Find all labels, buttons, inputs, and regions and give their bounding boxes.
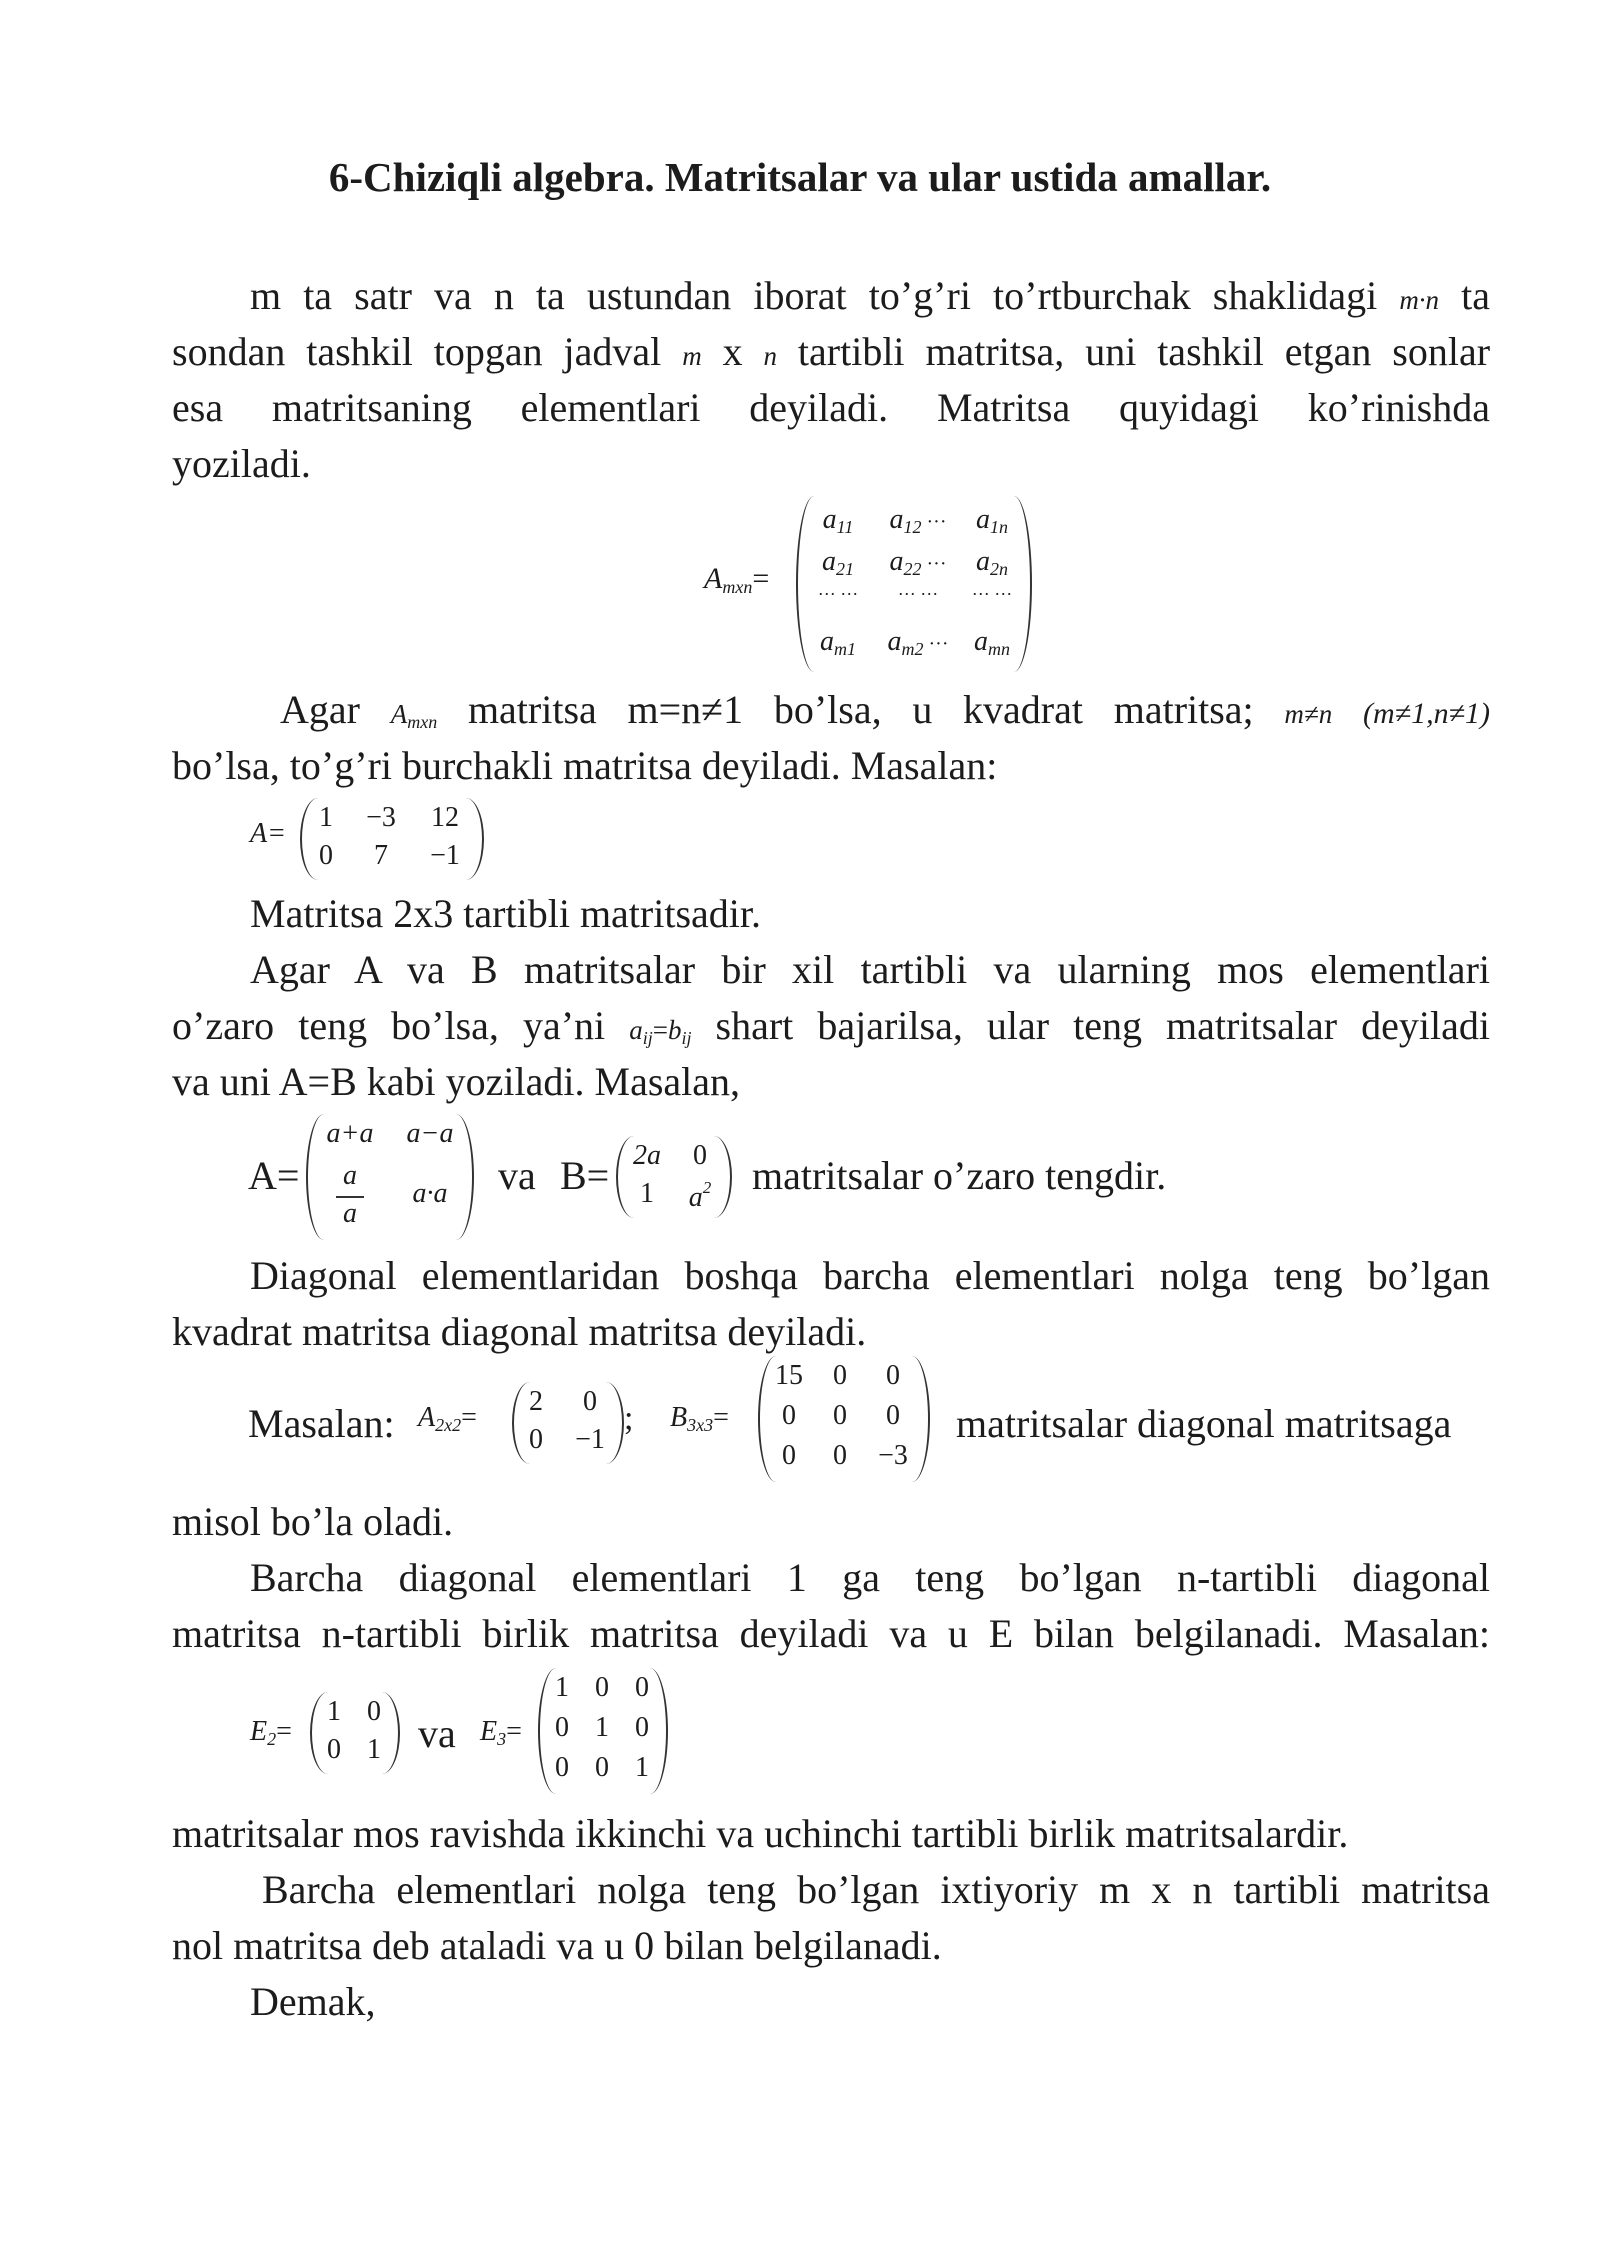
matrix-cell: 0 <box>886 1360 900 1391</box>
matrix-cell: $a_{1n}$ <box>976 504 1008 537</box>
p1-math-mn: m·n <box>1399 285 1440 315</box>
paragraph-9: Demak, <box>250 1979 376 2024</box>
page-title: 6-Chiziqli algebra. Matritsalar va ular ustida amallar. <box>328 154 1272 200</box>
equal-a-label: A= <box>248 1153 300 1198</box>
matrix-cell: 0 <box>555 1712 569 1743</box>
matrix-cell: 0 <box>833 1440 847 1471</box>
matrix-cell: 15 <box>775 1360 803 1391</box>
matrix-cell: 0 <box>833 1360 847 1391</box>
paragraph-1-line-2 <box>172 328 1490 380</box>
matrix-cell: 0 <box>782 1440 796 1471</box>
diag-tail: matritsalar diagonal matritsaga <box>956 1401 1452 1446</box>
paragraph-1-line-4: yoziladi. <box>172 441 311 486</box>
matrix-cell: −1 <box>575 1424 605 1455</box>
diag-b-matrix <box>758 1356 930 1482</box>
p1-text-a: m ta satr va n ta ustundan iborat to’g’ri to’rtburchak shaklidagi <box>250 273 1378 318</box>
matrix-cell: a·a <box>412 1178 448 1209</box>
matrix-cell: 12 <box>431 802 459 833</box>
matrix-cell: 0 <box>555 1752 569 1783</box>
paragraph-4-line-2: o’zaro teng bo’lsa, ya’ni $a_{ij}=b_{ij}$ shart bajarilsa, ular teng matritsalar deyiladi <box>172 1003 1491 1048</box>
example-a-matrix <box>300 798 484 880</box>
e3-label: $E_3=$ <box>480 1716 522 1749</box>
general-matrix <box>796 496 1032 672</box>
matrix-cell: ··· ··· <box>817 584 859 604</box>
matrix-cell: 0 <box>782 1400 796 1431</box>
matrix-cell: 2 <box>529 1386 543 1417</box>
matrix-cell: 0 <box>583 1386 597 1417</box>
paragraph-6-line-2: matritsa n-tartibli birlik matritsa deyiladi va u E bilan belgilanadi. Masalan: <box>172 1611 1490 1656</box>
paragraph-4-line-3: va uni A=B kabi yoziladi. Masalan, <box>172 1059 741 1104</box>
p1-math-n: n <box>763 341 777 371</box>
matrix-cell: 2a <box>633 1140 661 1171</box>
matrix-cell: 0 <box>693 1140 707 1171</box>
diag-sep: ; <box>624 1400 634 1437</box>
matrix-cell: 1 <box>640 1178 654 1209</box>
matrix-cell: 1 <box>595 1712 609 1743</box>
p1-text-b: ta <box>1461 273 1491 318</box>
equal-b-label: B= <box>560 1153 610 1198</box>
matrix-cell: 1 <box>319 802 333 833</box>
matrix-cell: $a_{2n}$ <box>976 546 1008 579</box>
diag-a-matrix <box>512 1382 624 1464</box>
matrix-cell: 0 <box>595 1752 609 1783</box>
diag-b-label: $B_{3x3}=$ <box>670 1402 729 1435</box>
e3-matrix <box>538 1668 668 1794</box>
matrix-cell: a+a <box>326 1118 374 1149</box>
matrix-cell: 7 <box>374 840 388 871</box>
equal-a-matrix <box>306 1114 474 1240</box>
matrix-cell: ··· ··· <box>897 584 939 604</box>
equal-va: va <box>498 1153 536 1198</box>
matrix-cell: −1 <box>430 840 460 871</box>
equal-tail: matritsalar o’zaro tengdir. <box>752 1153 1167 1198</box>
matrix-cell: $a_{22}$ ··· <box>889 546 947 579</box>
fraction-numerator: a <box>343 1160 357 1191</box>
matrix-cell: $a_{m1}$ <box>820 626 856 659</box>
matrix-cell: 0 <box>327 1734 341 1765</box>
matrix-cell: $a^2$ <box>688 1178 712 1213</box>
paragraph-7: matritsalar mos ravishda ikkinchi va uchinchi tartibli birlik matritsalardir. <box>172 1811 1349 1856</box>
matrix-cell: 0 <box>833 1400 847 1431</box>
paragraph-1-line-3: esa matritsaning elementlari deyiladi. Matritsa quyidagi ko’rinishda <box>172 385 1490 430</box>
diag-tail-2: misol bo’la oladi. <box>172 1499 454 1544</box>
e2-matrix <box>310 1692 400 1774</box>
fraction-denominator: a <box>343 1198 357 1229</box>
e2-label: $E_2=$ <box>250 1716 292 1749</box>
matrix-cell: $a_{mn}$ <box>974 626 1010 659</box>
matrix-cell: $a_{21}$ <box>822 546 854 579</box>
p1-l2-text-b: tartibli matritsa, uni tashkil etgan sonlar <box>797 329 1491 374</box>
p1-x: x <box>722 329 743 374</box>
paragraph-5-line-1: Diagonal elementlaridan boshqa barcha elementlari nolga teng bo’lgan <box>250 1253 1490 1298</box>
equal-b-matrix <box>616 1136 732 1218</box>
matrix-cell: ··· ··· <box>971 584 1013 604</box>
matrix-cell: −3 <box>366 802 396 833</box>
matrix-cell: 1 <box>555 1672 569 1703</box>
matrix-cell: 1 <box>367 1734 381 1765</box>
matrix-cell: 0 <box>595 1672 609 1703</box>
paragraph-2-line-1: Agar $A_{mxn}$ matritsa m=n≠1 bo’lsa, u kvadrat matritsa; m≠n (m≠1,n≠1) <box>280 687 1491 732</box>
paragraph-4-line-1: Agar A va B matritsalar bir xil tartibli va ularning mos elementlari <box>250 947 1490 992</box>
paragraph-3: Matritsa 2x3 tartibli matritsadir. <box>250 891 762 936</box>
unit-va: va <box>418 1711 456 1756</box>
matrix-cell: 0 <box>367 1696 381 1727</box>
matrix-cell: 1 <box>327 1696 341 1727</box>
general-matrix-label: $A_{mxn}=$ <box>704 562 770 597</box>
diag-prefix: Masalan: <box>248 1401 395 1446</box>
matrix-cell: $a_{12}$ ··· <box>889 504 947 537</box>
matrix-cell: $a_{m2}$ ··· <box>887 626 949 659</box>
paragraph-1-line-1 <box>250 272 1490 324</box>
matrix-cell: 1 <box>635 1752 649 1783</box>
matrix-cell: 0 <box>886 1400 900 1431</box>
matrix-cell: 0 <box>635 1672 649 1703</box>
matrix-cell: 0 <box>319 840 333 871</box>
p1-l2-text-a: sondan tashkil topgan jadval <box>172 329 662 374</box>
paragraph-8-line-2: nol matritsa deb ataladi va u 0 bilan belgilanadi. <box>172 1923 942 1968</box>
matrix-cell: −3 <box>878 1440 908 1471</box>
paragraph-6-line-1: Barcha diagonal elementlari 1 ga teng bo’lgan n-tartibli diagonal <box>250 1555 1490 1600</box>
paragraph-8-line-1: Barcha elementlari nolga teng bo’lgan ixtiyoriy m x n tartibli matritsa <box>262 1867 1490 1912</box>
matrix-cell: 0 <box>635 1712 649 1743</box>
paragraph-5-line-2: kvadrat matritsa diagonal matritsa deyiladi. <box>172 1309 867 1354</box>
matrix-cell: a−a <box>406 1118 454 1149</box>
matrix-cell: $a_{11}$ <box>822 504 854 537</box>
example-a-label: A= <box>250 818 286 849</box>
diag-a-label: $A_{2x2}=$ <box>418 1402 477 1435</box>
p1-math-m: m <box>682 341 702 371</box>
paragraph-2-line-2: bo’lsa, to’g’ri burchakli matritsa deyiladi. Masalan: <box>172 743 998 788</box>
matrix-cell: 0 <box>529 1424 543 1455</box>
